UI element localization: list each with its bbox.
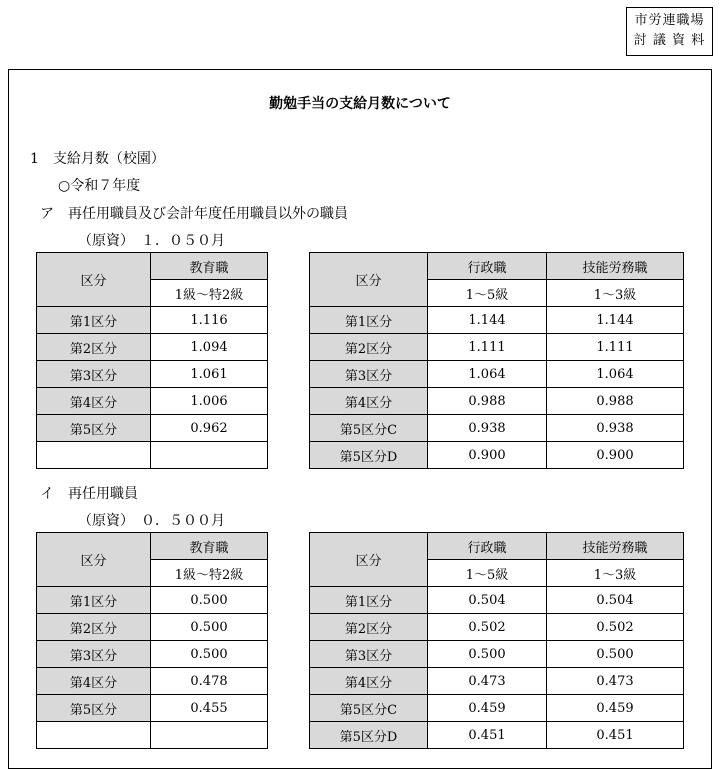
table-row	[37, 415, 684, 442]
row-value: 1.116	[151, 307, 268, 334]
table-gap	[268, 614, 310, 641]
table-part-a	[36, 252, 684, 469]
row-value-gino: 0.988	[547, 388, 684, 415]
row-value: 1.006	[151, 388, 268, 415]
table-header-row	[37, 253, 684, 280]
empty-cell	[37, 722, 151, 749]
fiscal-year: ○令和７年度	[58, 178, 141, 194]
table-part-b	[36, 532, 684, 749]
table-gap	[268, 533, 310, 560]
row-value-gyosei: 0.459	[428, 695, 547, 722]
header-grade-gyosei: 1～5級	[428, 560, 547, 587]
row-label: 第5区分D	[310, 722, 428, 749]
table-gap	[268, 722, 310, 749]
row-value-gino: 0.451	[547, 722, 684, 749]
row-value-gino: 0.900	[547, 442, 684, 469]
table-row	[37, 668, 684, 695]
table-header-row	[37, 533, 684, 560]
table-row	[37, 614, 684, 641]
row-value-gino: 1.144	[547, 307, 684, 334]
row-value: 0.500	[151, 641, 268, 668]
table-gap	[268, 334, 310, 361]
row-label: 第2区分	[310, 334, 428, 361]
header-job: 教育職	[151, 253, 268, 280]
table-gap	[268, 695, 310, 722]
header-job-gino: 技能労務職	[547, 533, 684, 560]
row-value-gyosei: 0.938	[428, 415, 547, 442]
row-value-gyosei: 1.064	[428, 361, 547, 388]
row-value-gyosei: 1.144	[428, 307, 547, 334]
row-value-gyosei: 0.900	[428, 442, 547, 469]
header-kubun: 区分	[310, 533, 428, 587]
part-a-basis: （原資） １．０５０月	[78, 233, 225, 249]
header-grade: 1級～特2級	[151, 280, 268, 307]
table-row	[37, 641, 684, 668]
table-gap	[268, 668, 310, 695]
row-label: 第2区分	[310, 614, 428, 641]
row-value-gyosei: 0.502	[428, 614, 547, 641]
table-gap	[268, 587, 310, 614]
row-label: 第2区分	[37, 614, 151, 641]
row-value: 0.478	[151, 668, 268, 695]
table-gap	[268, 307, 310, 334]
row-value-gino: 0.459	[547, 695, 684, 722]
row-value-gino: 0.500	[547, 641, 684, 668]
header-kubun: 区分	[310, 253, 428, 307]
row-value-gyosei: 1.111	[428, 334, 547, 361]
row-label: 第4区分	[37, 388, 151, 415]
row-label: 第1区分	[37, 587, 151, 614]
header-grade-gino: 1～3級	[547, 280, 684, 307]
table-row	[37, 361, 684, 388]
row-value-gyosei: 0.988	[428, 388, 547, 415]
table-gap	[268, 253, 310, 280]
table-gap	[268, 442, 310, 469]
row-label: 第3区分	[37, 361, 151, 388]
row-value: 1.094	[151, 334, 268, 361]
part-a-heading: ア 再任用職員及び会計年度任用職員以外の職員	[40, 206, 348, 222]
table-gap	[268, 280, 310, 307]
header-grade: 1級～特2級	[151, 560, 268, 587]
table-row	[37, 334, 684, 361]
part-b-heading: イ 再任用職員	[40, 486, 138, 502]
row-label: 第5区分D	[310, 442, 428, 469]
stamp-line-1: 市労連職場	[634, 13, 705, 28]
row-value-gino: 1.064	[547, 361, 684, 388]
row-label: 第3区分	[37, 641, 151, 668]
row-value-gino: 0.938	[547, 415, 684, 442]
header-job-gyosei: 行政職	[428, 533, 547, 560]
row-value: 0.500	[151, 587, 268, 614]
header-job-gino: 技能労務職	[547, 253, 684, 280]
table-row	[37, 307, 684, 334]
section-heading: 1 支給月数（校園）	[30, 151, 165, 167]
row-value-gyosei: 0.500	[428, 641, 547, 668]
row-label: 第4区分	[37, 668, 151, 695]
row-value-gyosei: 0.504	[428, 587, 547, 614]
row-label: 第3区分	[310, 361, 428, 388]
row-value: 0.455	[151, 695, 268, 722]
row-label: 第5区分	[37, 695, 151, 722]
header-grade-gyosei: 1～5級	[428, 280, 547, 307]
table-row	[37, 695, 684, 722]
row-value-gino: 0.473	[547, 668, 684, 695]
table-gap	[268, 415, 310, 442]
header-job: 教育職	[151, 533, 268, 560]
table-row	[37, 442, 684, 469]
row-value-gino: 1.111	[547, 334, 684, 361]
row-value-gyosei: 0.473	[428, 668, 547, 695]
header-kubun: 区分	[37, 253, 151, 307]
row-value-gyosei: 0.451	[428, 722, 547, 749]
table-gap	[268, 388, 310, 415]
row-label: 第4区分	[310, 668, 428, 695]
row-value: 1.061	[151, 361, 268, 388]
table-row	[37, 587, 684, 614]
page-title: 勤勉手当の支給月数について	[269, 96, 451, 112]
row-value: 0.962	[151, 415, 268, 442]
row-label: 第1区分	[310, 587, 428, 614]
row-label: 第4区分	[310, 388, 428, 415]
row-value-gino: 0.504	[547, 587, 684, 614]
table-row	[37, 388, 684, 415]
header-grade-gino: 1～3級	[547, 560, 684, 587]
row-value: 0.500	[151, 614, 268, 641]
table-gap	[268, 641, 310, 668]
row-label: 第5区分C	[310, 695, 428, 722]
part-b-basis: （原資） ０．５００月	[78, 513, 225, 529]
stamp-line-2: 討 議 資 料	[633, 33, 706, 48]
row-label: 第1区分	[37, 307, 151, 334]
header-kubun: 区分	[37, 533, 151, 587]
table-gap	[268, 560, 310, 587]
header-job-gyosei: 行政職	[428, 253, 547, 280]
row-label: 第2区分	[37, 334, 151, 361]
row-label: 第5区分	[37, 415, 151, 442]
row-label: 第5区分C	[310, 415, 428, 442]
row-label: 第3区分	[310, 641, 428, 668]
table-row	[37, 722, 684, 749]
row-label: 第1区分	[310, 307, 428, 334]
table-gap	[268, 361, 310, 388]
empty-cell	[151, 442, 268, 469]
document-stamp	[626, 7, 713, 56]
empty-cell	[151, 722, 268, 749]
empty-cell	[37, 442, 151, 469]
row-value-gino: 0.502	[547, 614, 684, 641]
